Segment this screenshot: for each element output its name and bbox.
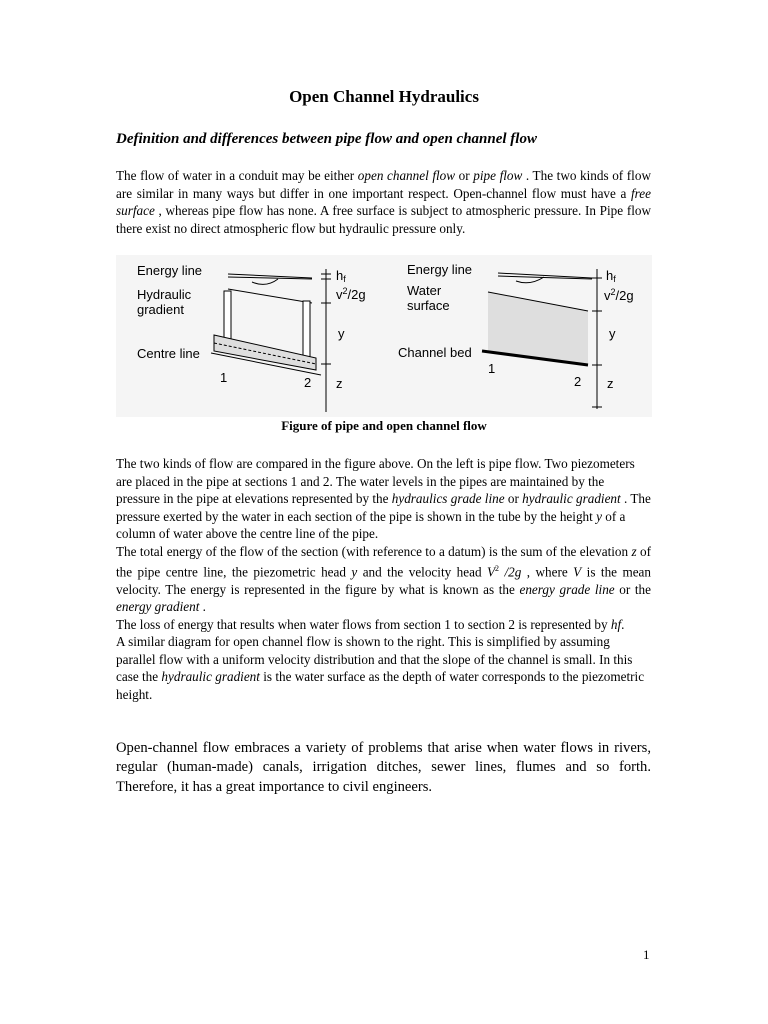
label-velocity-head: $v^2/2g$ [604, 287, 634, 303]
page-title: Open Channel Hydraulics [289, 87, 479, 106]
label-centre-line: Centre line [137, 346, 200, 361]
label-section-2: 2 [574, 374, 582, 389]
paragraph-energy-loss: The loss of energy that results when water flows from section 1 to section 2 is represented by hf. [116, 616, 625, 632]
section-heading: Definition and differences between pipe flow and open channel flow [116, 131, 537, 147]
label-hf: hf [336, 268, 346, 284]
figure-caption: Figure of pipe and open channel flow [281, 418, 487, 433]
label-hf: hf [606, 268, 616, 284]
paragraph-total-energy: The total energy of the flow of the section (with reference to a datum) is the sum of the elevation z of the pipe centre line, the piezometric head y and the velocity head $V^2$ /2g , where V is the mean velocity. The energy is represented in the figure by what is known as the energy grade line or the energy gradient . [116, 543, 652, 615]
intro-paragraph: The flow of water in a conduit may be either open channel flow or pipe flow . The two kinds of flow are similar in many ways but differ in one important respect. Open-channel flow must have a free surface , whereas pipe flow has none. A free surface is subject to atmospheric pressure. In Pipe flow there exist no direct atmospheric flow but hydraulic pressure only. [116, 168, 651, 236]
page-number: 1 [643, 947, 650, 962]
label-gradient: gradient [137, 302, 184, 317]
label-surface: surface [407, 298, 450, 313]
label-hydraulic: Hydraulic [137, 287, 192, 302]
label-section-2: 2 [304, 375, 312, 390]
label-velocity-head: $v^2/2g$ [336, 286, 366, 302]
flow-comparison-figure [116, 255, 652, 417]
label-energy-line: Energy line [407, 262, 473, 277]
label-water: Water [407, 283, 442, 298]
label-z: z [607, 376, 614, 391]
paragraph-open-channel: A similar diagram for open channel flow is shown to the right. This is simplified by assuming parallel flow with a uniform velocity distribution and that the slope of the channel is small. In this case the hydraulic gradient is the water surface as the depth of water corresponds to the piezometric height. [116, 634, 645, 702]
label-z: z [336, 376, 343, 391]
label-energy-line: Energy line [137, 263, 203, 278]
label-section-1: 1 [488, 361, 496, 376]
closing-paragraph: Open-channel flow embraces a variety of problems that arise when water flows in rivers, regular (human-made) canals, irrigation ditches, sewer lines, flumes and so forth. Therefore, it has a great importance to civil engineers. [116, 740, 651, 795]
body-paragraphs [116, 455, 651, 703]
label-section-1: 1 [220, 370, 228, 385]
label-y: y [338, 326, 345, 341]
label-y: y [609, 326, 616, 341]
paragraph-pipe-flow: The two kinds of flow are compared in the figure above. On the left is pipe flow. Two piezometers are placed in the pipe at sections 1 and 2. The water levels in the pipes are maintained by the pressure in the pipe at elevations represented by the hydraulics grade line or hydraulic gradient . The pressure exerted by the water in each section of the pipe is shown in the tube by the height y of a column of water above the centre line of the pipe. [116, 456, 651, 541]
label-channel-bed: Channel bed [398, 345, 472, 360]
